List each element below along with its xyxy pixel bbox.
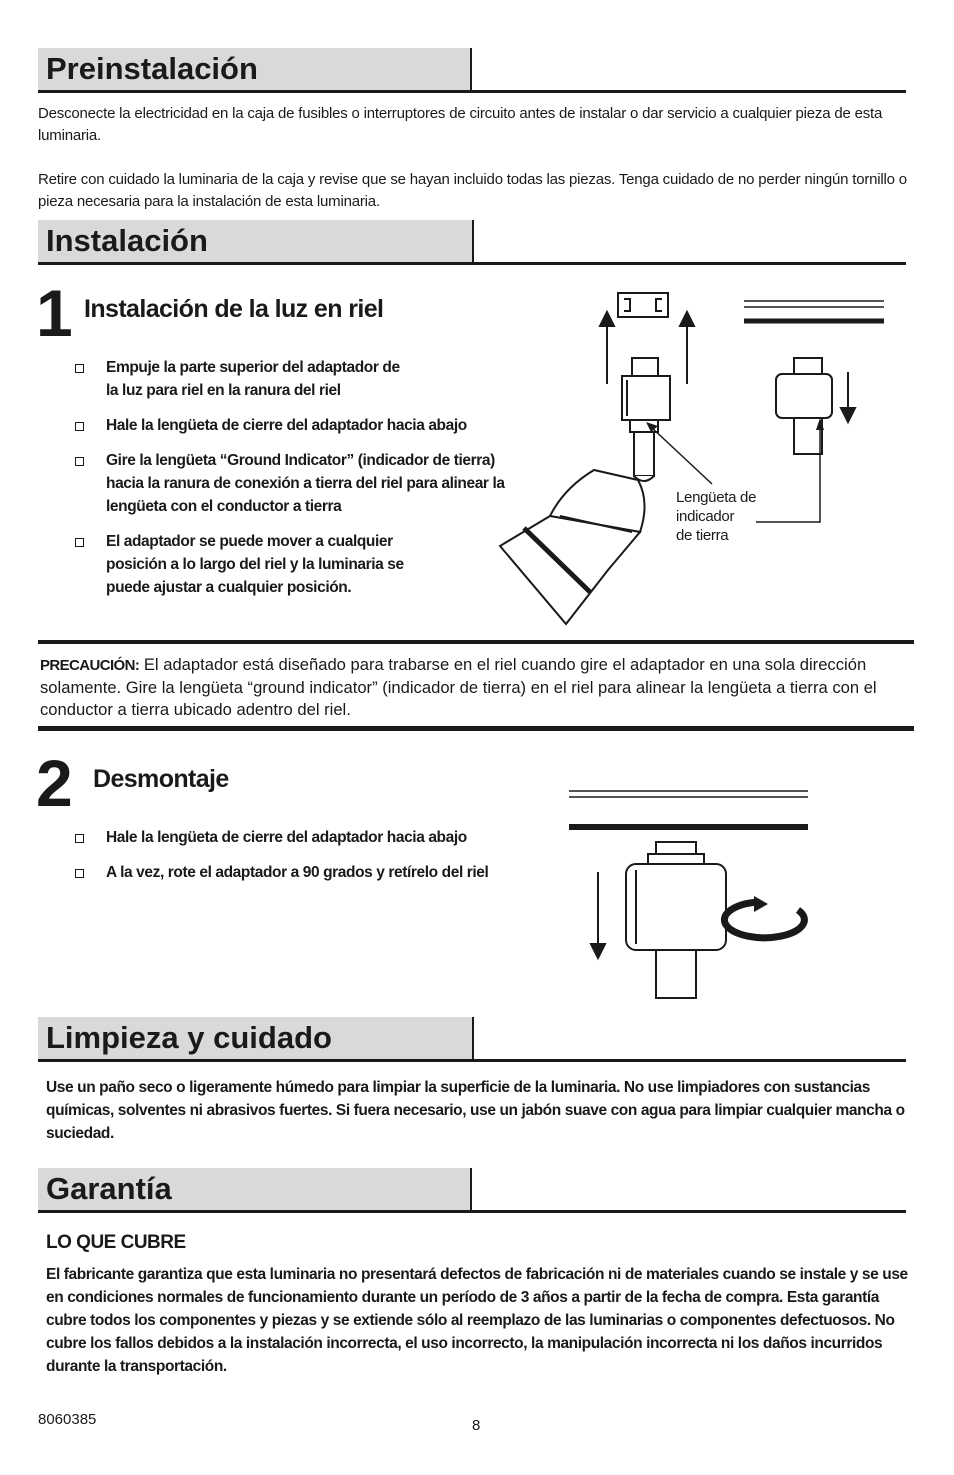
limpieza-text: Use un paño seco o ligeramente húmedo para limpiar la superficie de la luminaria. No use limpiadores con sustancias químicas, solventes ni abrasivos fuertes. Si fuera necesario, use un jabón suave con agua para limpiar cualquier mancha o suciedad. [46, 1079, 905, 1142]
checkbox-bullet-icon [75, 457, 84, 466]
step-1-number: 1 [36, 276, 71, 350]
list-item: Hale la lengüeta de cierre del adaptador hacia abajo [72, 414, 542, 437]
track-adapter-side-icon [776, 358, 832, 454]
step-2-title: Desmontaje [93, 765, 229, 793]
garantia-text: El fabricante garantiza que esta luminaria no presentará defectos de fabricación ni de materiales cuando se instale y se use en condiciones normales de funcionamiento durante un período de 3 años a partir de la fecha de compra. Esta garantía cubre todos los componentes y piezas y se extiende sólo al reemplazo de las luminarias o componentes defectuosos. No cubre los fallos debidos a la instalación incorrecta, el uso incorrecto, la manipulación incorrecta ni los daños incurridos durante la transportación. [46, 1266, 908, 1375]
section-header-limpieza [38, 1017, 906, 1062]
ground-indicator-callout-label: Lengüeta de indicador de tierra [676, 489, 757, 544]
rotate-arrow-icon [724, 896, 804, 938]
document-number: 8060385 [38, 1411, 97, 1428]
preinstalacion-paragraph-1: Desconecte la electricidad en la caja de fusibles o interruptores de circuito antes de instalar o dar servicio a cualquier pieza de esta luminaria. [38, 105, 883, 144]
pull-down-arrow-icon [841, 372, 855, 422]
checkbox-bullet-icon [75, 834, 84, 843]
track-light-installation-diagram [490, 280, 910, 630]
section-title-preinstalacion: Preinstalación [46, 51, 258, 86]
checkbox-bullet-icon [75, 364, 84, 373]
section-title-garantia: Garantía [46, 1171, 172, 1206]
step-1-instructions [72, 356, 542, 611]
caution-text: PRECAUCIÓN: El adaptador está diseñado para trabarse en el riel cuando gire el adaptador en una sola dirección solamente. Gire la lengüeta “ground indicator” (indicador de tierra) en el riel para alinear la lengüeta a tierra con el conductor a tierra ubicado adentro del riel. [40, 655, 877, 719]
callout-leader-line [650, 426, 712, 484]
section-header-preinstalacion [38, 48, 906, 93]
caution-top-rule [38, 640, 914, 644]
pull-down-arrow-icon [591, 872, 605, 958]
step-1-title: Instalación de la luz en riel [84, 295, 384, 323]
track-rail-icon [744, 301, 884, 321]
lamp-head-icon [500, 470, 645, 624]
section-title-limpieza: Limpieza y cuidado [46, 1020, 332, 1055]
checkbox-bullet-icon [75, 422, 84, 431]
adapter-removal-diagram [560, 784, 840, 1004]
preinstalacion-paragraph-2: Retire con cuidado la luminaria de la caja y revise que se hayan incluido todas las piezas. Tenga cuidado de no perder ningún tornillo o pieza necesaria para la instalación de esta luminaria. [38, 171, 907, 210]
section-title-instalacion: Instalación [46, 223, 208, 258]
list-item: A la vez, rote el adaptador a 90 grados y retírelo del riel [72, 861, 542, 884]
track-profile-icon [618, 293, 668, 317]
section-header-instalacion [38, 220, 906, 265]
step-2-instructions [72, 826, 542, 896]
list-item: Hale la lengüeta de cierre del adaptador hacia abajo [72, 826, 542, 849]
track-adapter-icon [622, 358, 670, 481]
track-adapter-icon [626, 842, 726, 998]
caution-bottom-rule [38, 726, 914, 731]
track-rail-icon [569, 791, 808, 827]
list-item: Empuje la parte superior del adaptador de la luz para riel en la ranura del riel [72, 356, 406, 402]
page-number: 8 [472, 1417, 481, 1434]
section-header-garantia [38, 1168, 906, 1213]
caution-label: PRECAUCIÓN: [40, 657, 140, 674]
step-2-number: 2 [36, 746, 71, 820]
list-item: El adaptador se puede mover a cualquier posición a lo largo del riel y la luminaria se puede ajustar a cualquier posición. [72, 530, 426, 599]
checkbox-bullet-icon [75, 869, 84, 878]
list-item: Gire la lengüeta “Ground Indicator” (indicador de tierra) hacia la ranura de conexión a tierra del riel para alinear la lengüeta con el conductor a tierra [72, 449, 526, 518]
garantia-subtitle: LO QUE CUBRE [46, 1232, 186, 1253]
checkbox-bullet-icon [75, 538, 84, 547]
